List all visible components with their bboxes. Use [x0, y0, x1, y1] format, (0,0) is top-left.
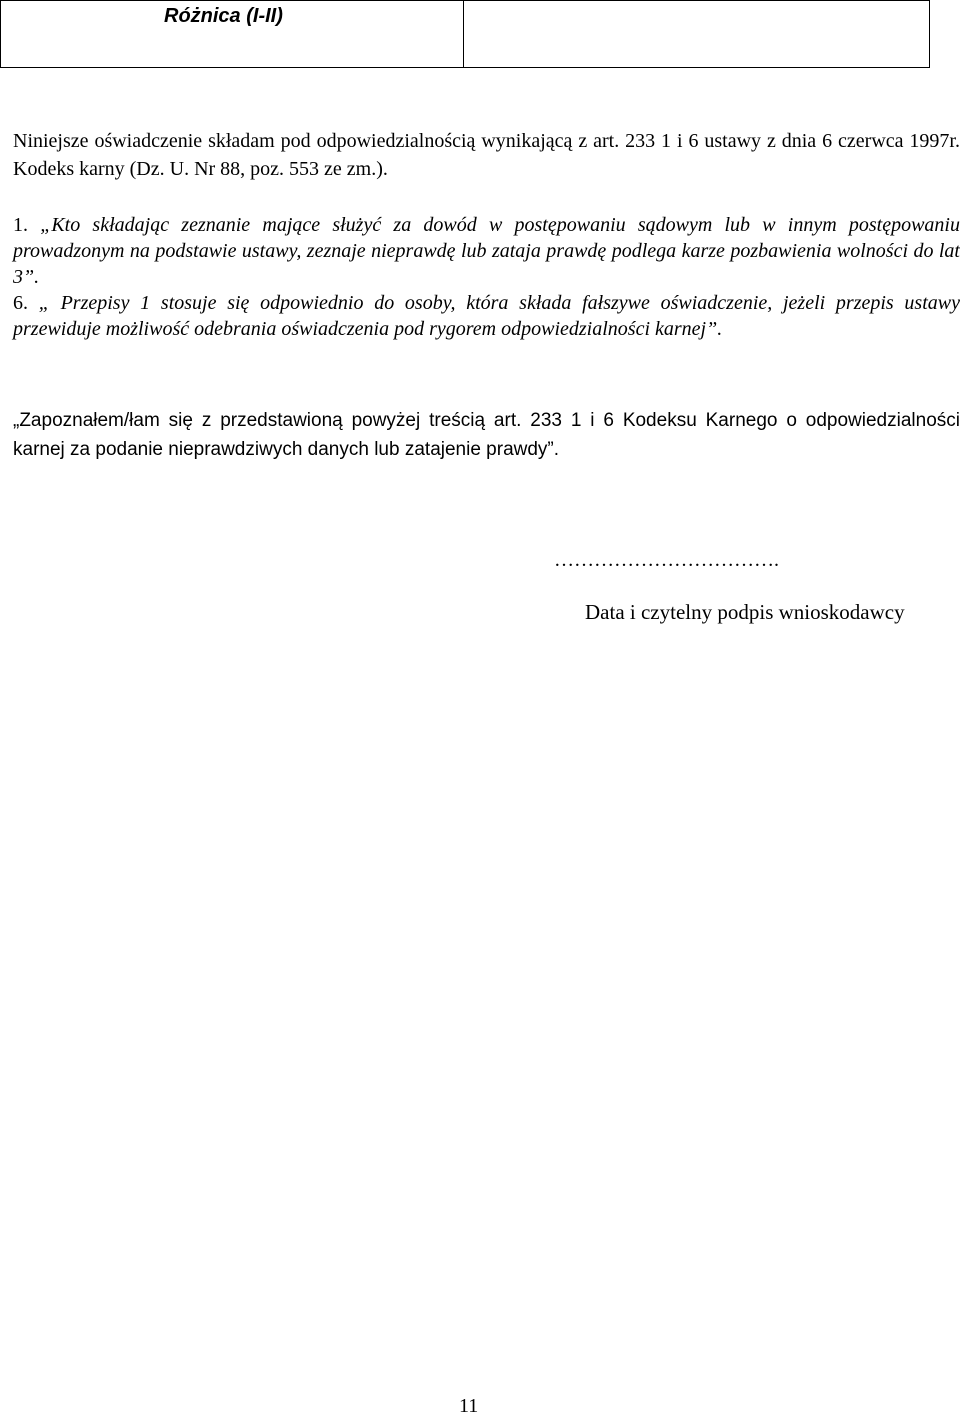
provision-6-text: „ Przepisy 1 stosuje się odpowiednio do osoby, która składa fałszywe oświadczenie, jeżeli przepis ustawy przewiduje możliwość odebrania oświadczenia pod rygorem odpowiedzialności karnej”.	[13, 292, 960, 340]
signature-label: Data i czytelny podpis wnioskodawcy	[585, 600, 905, 624]
page-number: 11	[459, 1395, 479, 1417]
provision-1-text: „Kto składając zeznanie mające służyć za dowód w postępowaniu sądowym lub w innym postępowaniu prowadzonym na podstawie ustawy, zeznaje nieprawdę lub zataja prawdę podlega karze pozbawienia wolności do lat 3”.	[13, 214, 960, 288]
difference-value-cell[interactable]	[464, 1, 929, 67]
legal-provisions	[13, 212, 960, 342]
provision-paragraph-1	[13, 212, 960, 290]
provision-paragraph-6	[13, 290, 960, 342]
provision-1-number: 1.	[13, 214, 28, 236]
difference-label-cell	[1, 1, 464, 67]
provision-6-number: 6.	[13, 292, 28, 314]
difference-table	[0, 0, 930, 68]
declaration-text: Niniejsze oświadczenie składam pod odpowiedzialnością wynikającą z art. 233 1 i 6 ustawy z dnia 6 czerwca 1997r. Kodeks karny (Dz. U. Nr 88, poz. 553 ze zm.).	[13, 130, 960, 180]
difference-label: Różnica (I-II)	[164, 5, 283, 27]
acknowledgement-text: „Zapoznałem/łam się z przedstawioną powyżej treścią art. 233 1 i 6 Kodeksu Karnego o odpowiedzialności karnej za podanie nieprawdziwych danych lub zatajenie prawdy”.	[13, 410, 960, 460]
signature-line: …………………………….	[554, 549, 779, 571]
